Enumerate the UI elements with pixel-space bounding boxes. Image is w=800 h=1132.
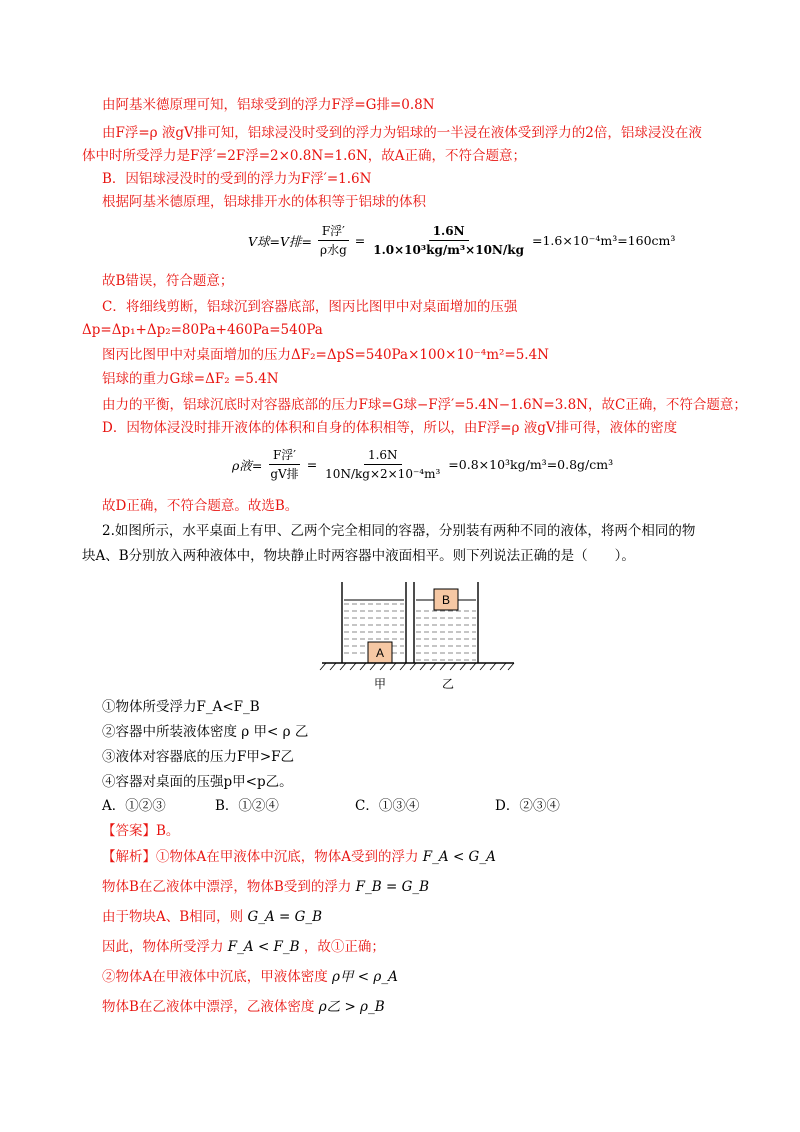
option-4: ④容器对桌面的压强p甲<p乙。 [102,774,293,790]
option-2: ②容器中所装液体密度 ρ 甲< ρ 乙 [102,724,309,740]
formula-volume-eq: = [354,233,366,248]
analysis-1 [102,848,496,866]
formula-density-den2: 10N/kg×2×10⁻⁴m³ [325,467,441,481]
line-9: 铝球的重力G球=ΔF₂ =5.4N [102,371,279,387]
formula-density-lhs: ρ液= [232,457,263,473]
analysis-2-formula: F_B = G_B [355,879,430,895]
line-11: D．因物体浸没时排开液体的体积和自身的体积相等，所以，由F浮=ρ 液gV排可得，液体的密度 [102,420,678,436]
formula-density-eq: = [306,457,318,472]
choice-d: D．②③④ [495,798,560,814]
line-8: 图丙比图甲中对桌面增加的压力ΔF₂=ΔpS=540Pa×100×10⁻⁴m²=5.4N [102,347,549,363]
formula-volume-frac2 [369,222,528,259]
analysis-6-text: 物体B在乙液体中漂浮，乙液体密度 [102,999,315,1015]
formula-volume-num2: 1.6N [429,222,469,241]
choice-c: C．①③④ [355,798,420,814]
question-2a: 2.如图所示，水平桌面上有甲、乙两个完全相同的容器，分别装有两种不同的液体，将两个相同的物 [102,523,696,539]
table-hatching [320,663,514,670]
choice-b: B．①②④ [215,798,279,814]
label-jia: 甲 [373,677,387,691]
label-yi: 乙 [441,677,455,691]
answer: 【答案】B。 [102,823,180,839]
analysis-4 [102,938,385,956]
analysis-4-formula: F_A < F_B [227,939,300,955]
formula-volume-den1: ρ水g [320,243,347,257]
analysis-2-text: 物体B在乙液体中漂浮，物体B受到的浮力 [102,879,352,895]
question-2b: 块A、B分别放入两种液体中，物块静止时两容器中液面相平。则下列说法正确的是（ ）。 [82,548,635,564]
option-1: ①物体所受浮力F_A<F_B [102,699,260,715]
formula-volume-rhs: =1.6×10⁻⁴m³=160cm³ [532,233,676,248]
formula-density-num1: F浮′ [269,446,300,465]
containers-figure [318,582,518,696]
line-5: 故B错误，符合题意； [102,273,234,289]
line-2a: 由F浮=ρ 液gV排可知，铝球浸没时受到的浮力为铝球的一半浸在液体受到浮力的2倍，铝球浸没在液 [102,125,702,141]
formula-volume [248,222,675,259]
formula-density-rhs: =0.8×10³kg/m³=0.8g/cm³ [448,457,614,472]
line-4: 根据阿基米德原理，铝球排开水的体积等于铝球的体积 [102,194,426,210]
line-1: 由阿基米德原理可知，铝球受到的浮力F浮=G排=0.8N [102,97,435,113]
analysis-6-formula: ρ乙 > ρ_B [318,999,385,1015]
analysis-5-formula: ρ甲 < ρ_A [332,969,398,985]
formula-density-num2: 1.6N [364,446,402,465]
analysis-6 [102,998,385,1016]
option-3: ③液体对容器底的压力F甲>F乙 [102,749,295,765]
analysis-5-text: ②物体A在甲液体中沉底，甲液体密度 [102,969,328,985]
analysis-5 [102,968,398,986]
formula-volume-num1: F浮′ [318,222,349,241]
formula-density-frac2 [321,446,444,483]
line-6: C．将细线剪断，铝球沉到容器底部，图丙比图甲中对桌面增加的压强 [102,299,518,315]
analysis-3-text: 由于物块A、B相同，则 [102,909,244,925]
analysis-4-tail: ，故①正确； [303,939,385,955]
formula-volume-lhs: V球=V排= [248,233,313,249]
formula-volume-den2: 1.0×10³kg/m³×10N/kg [373,243,524,257]
block-a-label: A [375,646,385,660]
analysis-1-text: 【解析】①物体A在甲液体中沉底，物体A受到的浮力 [102,849,419,865]
analysis-3-formula: G_A = G_B [247,909,323,925]
line-7: Δp=Δp₁+Δp₂=80Pa+460Pa=540Pa [82,322,323,338]
liquid-yi-lines [416,611,476,660]
line-3: B．因铝球浸没时的受到的浮力为F浮′=1.6N [102,171,372,187]
analysis-3 [102,908,322,926]
analysis-1-formula: F_A < G_A [422,849,496,865]
analysis-4-text: 因此，物体所受浮力 [102,939,224,955]
line-12: 故D正确，不符合题意。故选B。 [102,498,299,514]
line-2b: 体中时所受浮力是F浮′=2F浮=2×0.8N=1.6N，故A正确，不符合题意； [82,148,527,164]
choice-a: A．①②③ [102,798,166,814]
containers-svg [318,582,518,692]
block-b-label: B [441,593,451,607]
formula-density-den1: gV排 [270,467,299,481]
analysis-2 [102,878,429,896]
formula-density [232,446,613,483]
formula-volume-frac1 [316,222,351,259]
line-10: 由力的平衡，铝球沉底时对容器底部的压力F球=G球−F浮′=5.4N−1.6N=3.8N，故C正确，不符合题意； [102,397,747,413]
formula-density-frac1 [266,446,302,483]
